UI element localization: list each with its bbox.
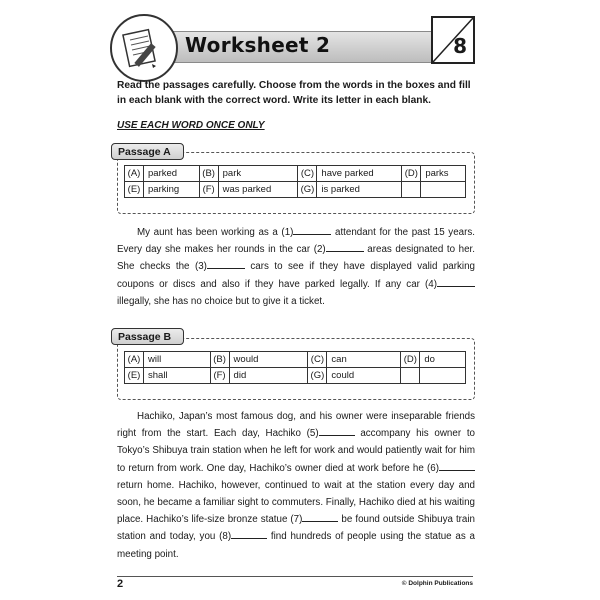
option-letter: (E) bbox=[125, 182, 144, 198]
option-word: have parked bbox=[317, 166, 402, 182]
passage-text: illegally, she has no choice but to give it a ticket. bbox=[117, 295, 325, 307]
option-word: parks bbox=[421, 166, 466, 182]
table-row bbox=[125, 352, 466, 368]
passage-b-text bbox=[117, 408, 475, 563]
option-word: parked bbox=[144, 166, 200, 182]
option-letter: (E) bbox=[125, 368, 144, 384]
blank-4[interactable] bbox=[437, 277, 475, 287]
use-once-note: USE EACH WORD ONCE ONLY bbox=[117, 120, 265, 131]
option-word: can bbox=[327, 352, 401, 368]
blank-1[interactable] bbox=[293, 225, 331, 235]
option-letter: (B) bbox=[199, 166, 218, 182]
option-word: shall bbox=[144, 368, 211, 384]
option-letter: (C) bbox=[298, 166, 317, 182]
option-word: is parked bbox=[317, 182, 402, 198]
option-letter bbox=[402, 182, 421, 198]
pencil-paper-icon bbox=[110, 14, 178, 82]
passage-b-options bbox=[124, 351, 466, 384]
option-letter: (G) bbox=[308, 368, 327, 384]
footer-page-number: 2 bbox=[117, 578, 124, 590]
option-word: will bbox=[144, 352, 211, 368]
option-letter: (D) bbox=[402, 166, 421, 182]
blank-5[interactable] bbox=[319, 426, 355, 436]
passage-b-label: Passage B bbox=[111, 328, 184, 345]
option-word bbox=[421, 182, 466, 198]
instructions: Read the passages carefully. Choose from the words in the boxes and fill in each blank with the correct word. Write its letter in each blank. bbox=[117, 80, 471, 106]
blank-2[interactable] bbox=[326, 242, 364, 252]
option-word: do bbox=[420, 352, 466, 368]
table-row bbox=[125, 368, 466, 384]
passage-text: accompany his owner to Tokyo’s Shibuya train station when he left for work and would patiently wait for him to return from work. One day, Hachiko’s owner died at work before he (6) bbox=[117, 428, 475, 474]
option-letter: (A) bbox=[125, 352, 144, 368]
option-letter: (C) bbox=[308, 352, 327, 368]
option-letter: (A) bbox=[125, 166, 144, 182]
passage-a-options bbox=[124, 165, 466, 198]
page-badge bbox=[431, 16, 475, 64]
page-badge-number: 8 bbox=[453, 34, 467, 58]
blank-3[interactable] bbox=[207, 259, 245, 269]
passage-a-label: Passage A bbox=[111, 143, 184, 160]
footer-publisher: © Dolphin Publications bbox=[401, 580, 473, 587]
option-word bbox=[420, 368, 466, 384]
passage-text: My aunt has been working as a (1) bbox=[137, 227, 294, 238]
footer-divider bbox=[117, 576, 473, 577]
passage-text: find hundreds of people using the statue as a meeting point. bbox=[117, 531, 475, 560]
option-letter: (G) bbox=[298, 182, 317, 198]
passage-text: attendant for the past 15 years. Every day she makes her rounds in the car (2) bbox=[117, 227, 475, 256]
passage-a-text bbox=[117, 224, 475, 310]
passage-text: Hachiko, Japan’s most famous dog, and his owner were inseparable friends right from the start. Each day, Hachiko (5) bbox=[117, 411, 475, 440]
option-letter: (B) bbox=[210, 352, 229, 368]
option-word: did bbox=[229, 368, 308, 384]
blank-8[interactable] bbox=[231, 529, 267, 539]
option-word: would bbox=[229, 352, 308, 368]
option-word: park bbox=[218, 166, 298, 182]
passage-text: areas designated to her. She checks the (3) bbox=[117, 244, 475, 273]
option-letter bbox=[401, 368, 420, 384]
option-word: was parked bbox=[218, 182, 298, 198]
option-letter: (F) bbox=[199, 182, 218, 198]
passage-text: return home. Hachiko, however, continued to wait at the station every day and soon, he became a familiar sight to commuters. Finally, Hachiko died at his waiting place. Hachiko’s life-size bronze statue (7) bbox=[117, 479, 475, 526]
passage-text: be found outside Shibuya train station and today, you (8) bbox=[117, 514, 476, 543]
blank-7[interactable] bbox=[302, 512, 338, 522]
option-word: could bbox=[327, 368, 401, 384]
option-word: parking bbox=[144, 182, 200, 198]
blank-6[interactable] bbox=[439, 461, 475, 471]
table-row bbox=[125, 166, 466, 182]
passage-text: cars to see if they have displayed valid parking coupons or discs and also if they have parked legally. If any car (4) bbox=[117, 261, 475, 290]
page-title: Worksheet 2 bbox=[185, 33, 331, 57]
option-letter: (D) bbox=[401, 352, 420, 368]
option-letter: (F) bbox=[210, 368, 229, 384]
table-row bbox=[125, 182, 466, 198]
